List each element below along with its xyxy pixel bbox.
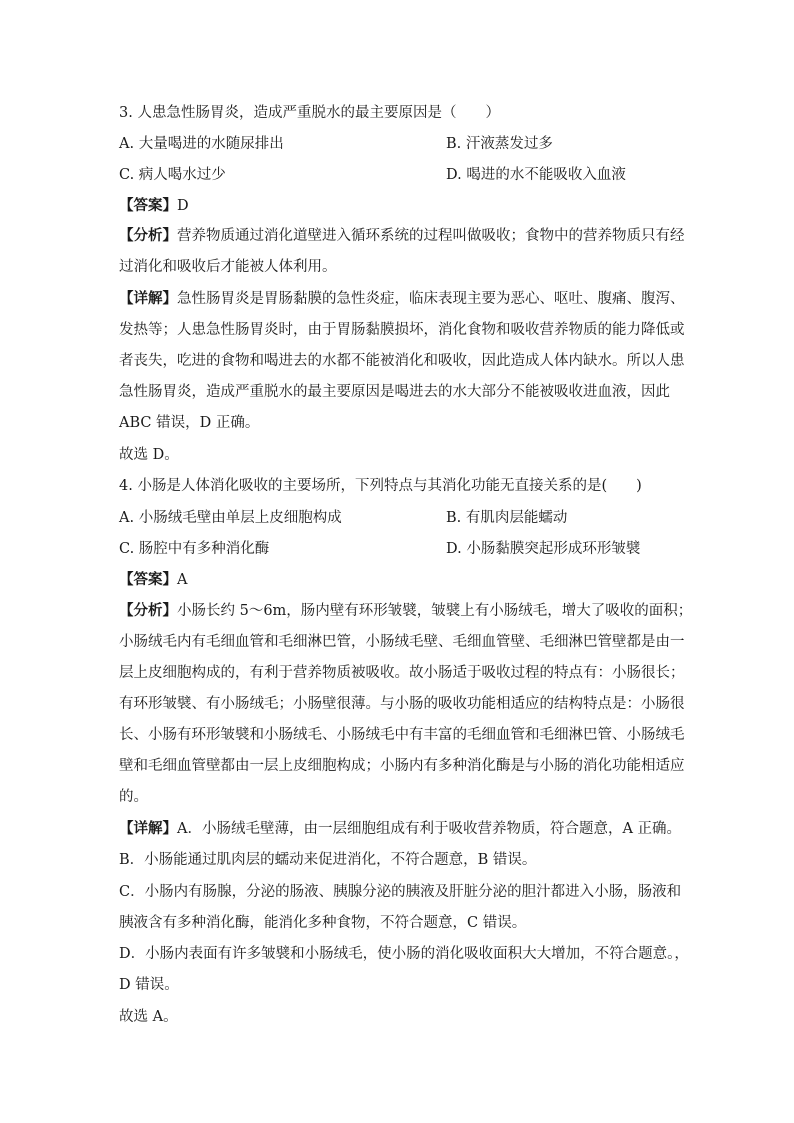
q4-answer-tag: 【答案】 [119, 571, 177, 588]
q3-detail-text: 急性肠胃炎是胃肠黏膜的急性炎症，临床表现主要为恶心、呕吐、腹痛、腹泻、 [177, 291, 685, 307]
q4-analysis-tag: 【分析】 [119, 602, 177, 619]
q3-option-b: B. 汗液蒸发过多 [446, 136, 553, 152]
q4-analysis-line-1 [119, 601, 693, 621]
q4-detail-tag: 【详解】 [119, 820, 177, 837]
q4-stem: 4. 小肠是人体消化吸收的主要场所，下列特点与其消化功能无直接关系的是( ) [119, 478, 642, 494]
q3-detail-line-2: 发热等；人患急性肠胃炎时，由于胃肠黏膜损坏，消化食物和吸收营养物质的能力降低或 [119, 322, 685, 338]
q4-analysis-line-2: 小肠绒毛内有毛细血管和毛细淋巴管，小肠绒毛壁、毛细血管壁、毛细淋巴管壁都是由一 [119, 634, 685, 650]
q3-answer-value: D [177, 198, 189, 214]
q3-analysis-line-2: 过消化和吸收后才能被人体利用。 [119, 259, 337, 275]
q3-analysis-line-1 [119, 226, 685, 246]
q4-analysis-text: 小肠长约 5～6m，肠内壁有环形皱襞，皱襞上有小肠绒毛，增大了吸收的面积； [177, 603, 693, 619]
q3-analysis-text: 营养物质通过消化道壁进入循环系统的过程叫做吸收；食物中的营养物质只有经 [177, 228, 685, 244]
q4-analysis-line-5: 长、小肠有环形皱襞和小肠绒毛、小肠绒毛中有丰富的毛细血管和毛细淋巴管、小肠绒毛 [119, 727, 685, 743]
q4-detail-line-2: B．小肠能通过肌肉层的蠕动来促进消化，不符合题意，B 错误。 [119, 852, 537, 868]
q4-analysis-line-4: 有环形皱襞、有小肠绒毛；小肠壁很薄。与小肠的吸收功能相适应的结构特点是：小肠很 [119, 696, 685, 712]
q3-detail-line-3: 者丧失，吃进的食物和喝进去的水都不能被消化和吸收，因此造成人体内缺水。所以人患 [119, 353, 685, 369]
q4-analysis-line-3: 层上皮细胞构成的，有利于营养物质被吸收。故小肠适于吸收过程的特点有：小肠很长； [119, 665, 685, 681]
q3-option-c: C. 病人喝水过少 [119, 167, 226, 183]
q3-answer [119, 196, 679, 216]
q4-option-b: B. 有肌肉层能蠕动 [446, 510, 568, 526]
q4-detail-line-5: D．小肠内表面有许多皱襞和小肠绒毛，使小肠的消化吸收面积大大增加，不符合题意。， [119, 946, 689, 962]
q3-detail-line-5: ABC 错误，D 正确。 [119, 415, 260, 431]
q3-detail-line-4: 急性肠胃炎，造成严重脱水的最主要原因是喝进去的水大部分不能被吸收进血液，因此 [119, 384, 670, 400]
q4-detail-text: A．小肠绒毛壁薄，由一层细胞组成有利于吸收营养物质，符合题意，A 正确。 [177, 821, 682, 837]
q3-detail-tag: 【详解】 [119, 290, 177, 307]
q4-option-d: D. 小肠黏膜突起形成环形皱襞 [446, 541, 641, 557]
q4-detail-line-6: D 错误。 [119, 977, 179, 993]
q4-answer-value: A [177, 572, 188, 588]
q4-option-c: C. 肠腔中有多种消化酶 [119, 541, 270, 557]
q3-detail-line-1 [119, 289, 685, 309]
q4-detail-line-4: 胰液含有多种消化酶，能消化多种食物，不符合题意，C 错误。 [119, 915, 527, 931]
q4-analysis-line-7: 的。 [119, 789, 148, 805]
q3-answer-tag: 【答案】 [119, 197, 177, 214]
q3-conclusion: 故选 D。 [119, 447, 179, 463]
q4-detail-line-3: C．小肠内有肠腺，分泌的肠液、胰腺分泌的胰液及肝脏分泌的胆汁都进入小肠，肠液和 [119, 884, 682, 900]
q4-detail-line-1 [119, 819, 682, 839]
q4-option-a: A. 小肠绒毛壁由单层上皮细胞构成 [119, 510, 342, 526]
q3-analysis-tag: 【分析】 [119, 227, 177, 244]
q3-stem: 3. 人患急性肠胃炎，造成严重脱水的最主要原因是（ ） [119, 105, 500, 121]
q4-conclusion: 故选 A。 [119, 1009, 178, 1025]
q4-analysis-line-6: 壁和毛细血管壁都由一层上皮细胞构成；小肠内有多种消化酶是与小肠的消化功能相适应 [119, 758, 685, 774]
q3-option-d: D. 喝进的水不能吸收入血液 [446, 167, 626, 183]
q3-option-a: A. 大量喝进的水随尿排出 [119, 136, 284, 152]
q4-answer [119, 570, 679, 590]
